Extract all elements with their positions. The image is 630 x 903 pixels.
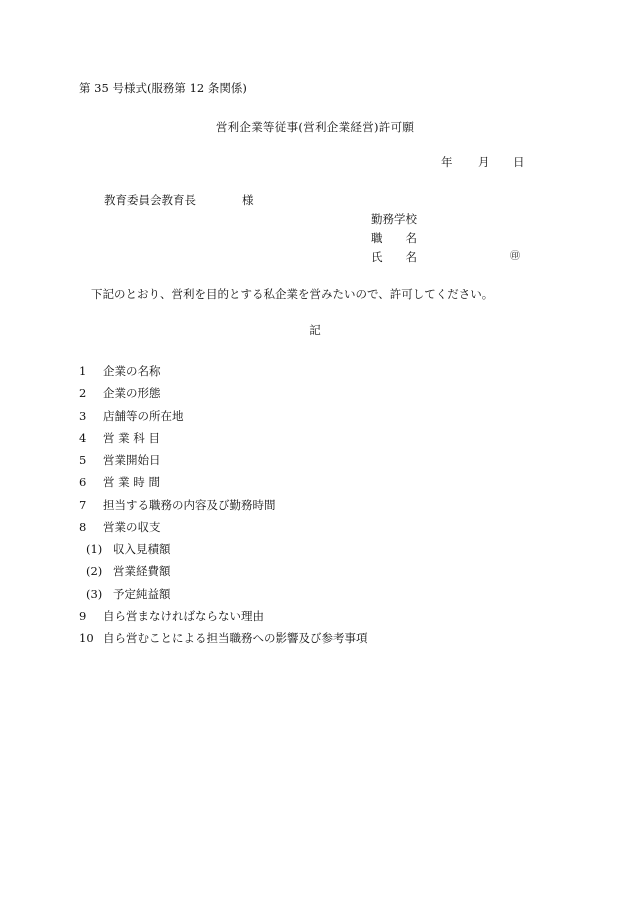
item-number: 9 <box>79 609 87 623</box>
document-title: 営利企業等従事(営利企業経営)許可願 <box>215 120 415 134</box>
ki-heading: 記 <box>309 323 321 337</box>
item-label: 自ら営むことによる担当職務への影響及び参考事項 <box>103 631 368 645</box>
applicant-school-label: 勤務学校 <box>371 212 417 226</box>
addressee: 教育委員会教育長 <box>104 193 196 207</box>
item-number: 1 <box>79 364 87 378</box>
item-number: 4 <box>79 431 87 445</box>
item-label: 営業開始日 <box>103 453 161 467</box>
applicant-position-label: 職 名 <box>371 231 417 245</box>
item-label: 自ら営まなければならない理由 <box>103 609 264 623</box>
date-month-label: 月 <box>478 155 490 169</box>
sub-item-number: (2) <box>86 564 103 578</box>
item-number: 8 <box>79 520 87 534</box>
item-number: 3 <box>79 409 87 423</box>
date-day-label: 日 <box>513 155 525 169</box>
date-year-label: 年 <box>441 155 453 169</box>
item-label: 企業の名称 <box>103 364 161 378</box>
item-label: 営 業 時 間 <box>103 475 160 489</box>
item-number: 10 <box>79 631 94 645</box>
item-label: 店舗等の所在地 <box>103 409 184 423</box>
sub-item-label: 収入見積額 <box>113 542 171 556</box>
item-number: 7 <box>79 498 87 512</box>
item-label: 企業の形態 <box>103 386 161 400</box>
honorific: 様 <box>242 193 254 207</box>
request-statement: 下記のとおり、営利を目的とする私企業を営みたいので、許可してください。 <box>91 287 494 301</box>
sub-item-number: (1) <box>86 542 103 556</box>
applicant-name-label: 氏 名 <box>371 250 417 264</box>
seal-mark: ㊞ <box>510 251 520 262</box>
sub-item-label: 営業経費額 <box>113 564 171 578</box>
sub-item-number: (3) <box>86 587 103 601</box>
item-label: 営業の収支 <box>103 520 161 534</box>
form-reference: 第 35 号様式(服務第 12 条関係) <box>79 81 247 95</box>
item-label: 営 業 科 目 <box>103 431 160 445</box>
item-number: 2 <box>79 386 87 400</box>
item-number: 5 <box>79 453 87 467</box>
item-number: 6 <box>79 475 87 489</box>
item-label: 担当する職務の内容及び勤務時間 <box>103 498 276 512</box>
sub-item-label: 予定純益額 <box>113 587 171 601</box>
